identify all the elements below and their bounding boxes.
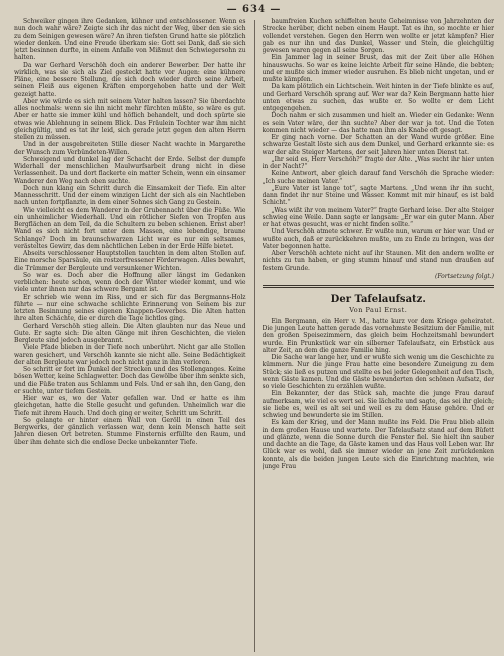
story-title: Der Tafelaufsatz.	[330, 293, 426, 305]
article-paragraph: Da kam plötzlich ein Lichtschein. Weit hinten in der Tiefe blinkte es auf, und Gerhard Verschöh sprang auf. Wer war da? Kein Bergmann hatte hier unten etwas zu suchen, das wußte er. So wollte er dem Licht entgegengehen.	[262, 83, 494, 112]
article-paragraph: Schweiker gingen ihre Gedanken, kühner und entschlossener. Wenn es nun doch wahr wäre? Zeigte sich ihr das nicht der Weg, über den sie sich zu dem Seinigen gewesen wäre? An ihren tiefsten Grund hatte sie plötzlich wieder denken. Und eine Freude überkam sie: Gott sei Dank, daß sie sich jetzt besinnen durfte, in einem Anfalle von Mißmut den Schwiegersohn zu halten.	[14, 18, 246, 62]
page-number: — 634 —	[226, 4, 282, 15]
story-paragraph: Die Sache war lange her, und er wußte sich wenig um die Geschichte zu kümmern. Nur die junge Frau hatte eine besondere Zuneigung zu dem Stück; sie ließ es putzen und stellte es bei jeder Gelegenheit auf den Tisch, wenn Gäste kamen. Und die Gäste bewunderten den schönen Aufsatz, der so viele Geschichten zu erzählen wußte.	[262, 354, 494, 390]
serial-continuation-text	[263, 18, 495, 272]
story-text	[263, 318, 495, 470]
section-rule-thin	[263, 287, 495, 288]
article-paragraph: Er schrieb wie wenn im Riss, und er sich für das Bergmanns-Holz führte — nur eine schwache schlichte Erinnerung von Seinem bis zur letzten Besinnung seines eigenen Knappen-Gewerbes. Die Alten hatten ihre alten Schächte, die er durch die Tage lichtlos ging.	[14, 293, 246, 323]
article-paragraph: „Eure Vater ist lange tot“, sagte Martens. „Und wenn ihr ihn sucht, dann findet ihr nur Steine und Wasser. Kommt mit mir hinauf, es ist bald Schicht.“	[262, 184, 494, 207]
column-divider	[254, 20, 255, 652]
article-paragraph: Aber wie würde es sich mit seinem Vater halten lassen? Sie überdachte alles nochmals: wenn sie ihn nicht mehr fürchten müßte, so wäre es gut. Aber er hatte sie immer kühl und höflich behandelt, und doch spürte sie etwas wie Ablehnung in seinem Blick. Das Fräulein Tochter war ihm nicht gleichgültig, und es tat ihr leid, sich gerade jetzt gegen den alten Herrn stellen zu müssen.	[14, 97, 246, 141]
columns	[14, 18, 494, 652]
article-paragraph: Da war Gerhard Verschöh doch ein anderer Bewerber. Der hatte ihr wirklich, was sie sich als Ziel gesteckt hatte vor Augen: eine kühnere Pläne, eine bessere Stellung, die sich doch wieder durch seine Arbeit, seinen Fleiß aus eigenen Kräften emporgehoben hatte und der Welt gezeigt hatte.	[14, 61, 246, 98]
article-paragraph: Abseits verschlossener Hauptstollen tauchten in dem alten Stollen auf. Eine morsche Sparsäule, ein rostzerfressener Förderwagen. Alles bewahrt, die Trümmer der Bergleute und versunkener Wichten.	[14, 250, 246, 272]
article-paragraph: Viele Pfade blieben in der Tiefe noch unberührt. Nicht gar alle Stollen waren gesichert, und Verschöh kannte sie nicht alle. Seine Bedächtigkeit der alten Bergleute war jedoch noch nicht ganz in ihm verloren.	[14, 344, 246, 366]
article-paragraph: Gerhard Verschöh stieg allein. Die Alten glaubten nur das Neue und Gute. Er sagte sich: Die alten Gänge mit ihren Geschichten, die vielen Bergleute sind jedoch ausgebrannt.	[14, 322, 246, 344]
article-paragraph: Und Verschöh atmete schwer. Er wußte nun, warum er hier war. Und er wußte auch, daß er zurückkehren mußte, um zu Ende zu bringen, was der Vater begonnen hatte.	[262, 228, 494, 250]
article-paragraph: baumfreien Kuchen schiffelten heute Geheimnisse von Jahrzehnten der Strecke herüber, dicht neben einem Haupt. Tat es ihn, so mochte er hier vollendet verstehen. Gegen den Herrn wen wollte er jetzt kämpfen? Hier gab es nur ihn und das Dunkel, Wasser und Stein, die gleichgültig gewesen waren gegen all seine Sorgen.	[262, 18, 494, 54]
article-paragraph: Doch nun klang ein Schritt durch die Einsamkeit der Tiefe. Ein alter Mannesschritt. Und der einem winzigen Licht der sich als ein Nachtleben nach unten fortpflanzte, in dem einer Sohnes sich Gang zu Gestein.	[14, 184, 246, 207]
article-paragraph: Er ging nach vorne. Der Schatten an der Wand wurde größer. Eine schwarze Gestalt löste sich aus dem Dunkel, und Gerhard erkannte sie: es war der alte Steiger Martens, der seit Jahren hier unten Dienst tat.	[262, 134, 494, 156]
article-paragraph: Aber Verschöh achtete nicht auf ihr Staunen. Mit den andern wollte er nichts zu tun haben, er ging stumm hinauf und stand nun draußen auf festem Grunde.	[262, 250, 494, 272]
story-paragraph: Ein Bergmann, ein Herr v. M., hatte kurz vor dem Kriege geheiratet. Die jungen Leute hatten gerade das vornehmste Besitzium der Familie, mit den großen Speisezimmern, das gleich beim Hochzeitsmahl bewundert wurde. Ein Prunkstück war ein silberner Tafelaufsatz, ein Erbstück aus alter Zeit, an dem die ganze Familie hing.	[262, 317, 494, 354]
article-paragraph: So war es. Doch aber die Hoffnung aller längst im Gedanken verblichen: heute schon, wenn doch der Winter wieder kommt, und wie viele unter ihnen nur das schwere Bergamt ist.	[14, 271, 246, 294]
article-paragraph: Schweigend und dunkel lag der Schacht der Erde. Selbst der dumpfe Widerhall der menschlichen Maulwurfsarbeit drang nicht in diese Verlassenheit. Da und dort flackerte ein matter Schein, wenn ein einsamer Wanderer den Weg nach oben suchte.	[14, 155, 246, 185]
article-paragraph: „Ihr seid es, Herr Verschöh?“ fragte der Alte. „Was sucht ihr hier unten in der Nacht?“	[262, 155, 494, 170]
to-be-continued-note: (Fortsetzung folgt.)	[435, 272, 494, 280]
article-paragraph: So gelangte er hinter einem Wall von Geröll in einen Teil des Bergwerks, der gänzlich verlassen war, denn kein Mensch hatte seit Jahren diesen Ort betreten. Stumme Finsternis erfüllte den Raum, und über ihm dehnte sich die endlose Decke unbekannter Tiefe.	[14, 416, 246, 446]
article-paragraph: Doch nahm er sich zusammen und hielt an. Wieder ein Gedanke: Wenn es sein Vater wäre, der ihn suchte? Aber der war ja tot. Und die Toten kommen nicht wieder — das hatte man ihm als Knabe oft gesagt.	[262, 112, 494, 134]
article-paragraph: „Was wißt ihr von meinem Vater?“ fragte Gerhard leise. Der alte Steiger schwieg eine Weile. Dann sagte er langsam: „Er war ein guter Mann. Aber er hat etwas gesucht, was er nicht finden sollte.“	[262, 206, 494, 228]
article-paragraph: Ein Jammer lag in seiner Brust, das mit der Zeit über alle Höhen hinauswuchs. So war es keine leichte Arbeit für seine Hände, die bebten; und er mußte sich immer wieder ausruhen. Es blieb nicht ungetan, und er mußte kämpfen.	[262, 54, 494, 83]
right-column	[263, 18, 495, 652]
story-paragraph: Es kam der Krieg, und der Mann mußte ins Feld. Die Frau blieb allein in dem großen Hause und wartete. Der Tafelaufsatz stand auf dem Büfett und glänzte, wenn die Sonne durch die Fenster fiel. Sie hielt ihn sauber und dachte an die Tage, da Gäste kamen und das Haus voll Leben war. Ihr Glück war es wohl, daß sie immer wieder an jene Zeit zurückdenken konnte, als die beiden jungen Leute sich die Einrichtung machten, wie junge Frau	[262, 419, 494, 470]
section-rule	[263, 285, 495, 286]
story-byline: Von Paul Ernst.	[349, 305, 408, 314]
story-paragraph: Ein Bekannter, der das Stück sah, machte die junge Frau darauf aufmerksam, wie viel es wert sei. Sie lächelte und sagte, das sei ihr gleich; sie liebe es, weil es alt sei und weil es zu dem Hause gehöre. Und er schwieg und bewunderte sie im Stillen.	[262, 390, 494, 419]
left-column	[14, 18, 246, 652]
article-paragraph: So schritt er fort im Dunkel der Strecken und des Stollenganges. Keine bösen Wetter, keine Schlagwetter. Doch das Gewölbe über ihm senkte sich, und die Füße traten aus Schlamm und Fels. Und er sah ihn, den Gang, den er suchte, unter tiefem Gestein.	[14, 366, 246, 395]
article-paragraph: Keine Antwort, aber gleich darauf fand Verschöh die Sprache wieder: „Ich suche meinen Vater.“	[262, 170, 494, 185]
article-paragraph: Und in der ausgebreiteten Stille dieser Nacht wachte in Margarethe der Wunsch zum Verbündeten-Willen.	[14, 141, 246, 156]
article-paragraph: Wie vielleicht es dem Wanderer in der Grubennacht über die Füße. Wie ein unheimlicher Wiederhall. Und ein rötlicher Siefen von Tropfen aus Bergflächen an dem Teil, da die Schultern zu beben schienen. Ernst aber! Wand es sich nicht fort unter dem Massen, eine lebendige, braune Schlange? Doch im braunschwarzen Licht war es nur ein seltsames, verästeltes Gewirr, das dem nächtlichen Leben in der Erde Hilfe bietet.	[14, 206, 246, 250]
article-paragraph: Hier war es, wo der Vater gefallen war. Und er hatte es ihm gleichgetan, hatte die Stelle gesucht und gefunden. Unheimlich war die Tiefe mit ihrem Hauch. Und doch ging er weiter, Schritt um Schritt.	[14, 395, 246, 417]
